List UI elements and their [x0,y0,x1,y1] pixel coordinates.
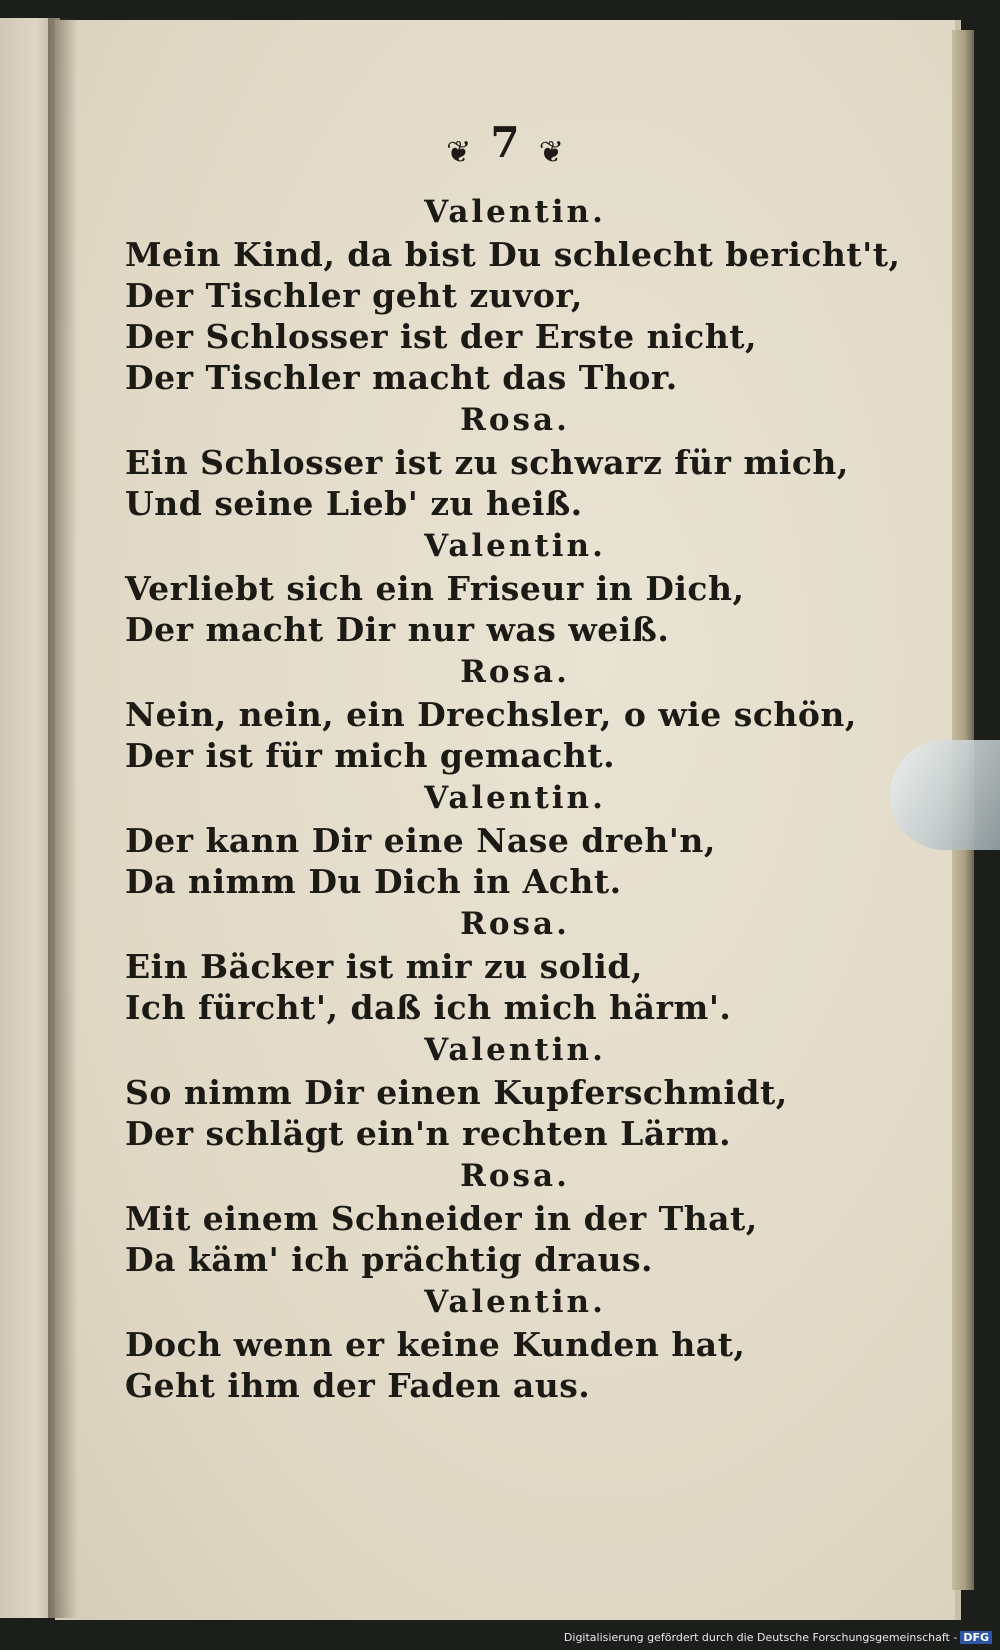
right-ornament: ❦ [538,135,564,170]
verse-line: Nein, nein, ein Drechsler, o wie schön, [125,695,857,734]
verse-line: Der Tischler geht zuvor, [125,276,583,315]
scan-thumb [890,740,1000,850]
verse-line: Der ist für mich gemacht. [125,736,616,775]
verse-line: Mein Kind, da bist Du schlecht bericht't, [125,235,901,274]
page-header [55,118,955,170]
verse-line: Der Schlosser ist der Erste nicht, [125,317,757,356]
footer-text: Digitalisierung gefördert durch die Deutsche Forschungsgemeinschaft - [563,1631,958,1644]
speaker-name: Valentin. [424,1284,606,1320]
speaker-name: Valentin. [424,528,606,564]
page-number: 7 [490,118,520,167]
speaker-name: Valentin. [424,1032,606,1068]
verse-line: Da käm' ich prächtig draus. [125,1240,654,1279]
footer-credit [564,1631,992,1644]
verse-line: Geht ihm der Faden aus. [125,1366,591,1405]
verse-text [125,190,905,1406]
verse-line: Der macht Dir nur was weiß. [125,610,670,649]
verse-line: Verliebt sich ein Friseur in Dich, [125,569,745,608]
book-page [55,20,961,1620]
verse-line: Da nimm Du Dich in Acht. [125,862,622,901]
verse-line: Der Tischler macht das Thor. [125,358,678,397]
spine-shadow [48,18,78,1618]
verse-line: Und seine Lieb' zu heiß. [125,484,583,523]
verse-line: So nimm Dir einen Kupferschmidt, [125,1073,788,1112]
verse-line: Ich fürcht', daß ich mich härm'. [125,988,732,1027]
verse-line: Ein Bäcker ist mir zu solid, [125,947,643,986]
verse-line: Mit einem Schneider in der That, [125,1199,758,1238]
speaker-name: Rosa. [460,1158,570,1194]
left-ornament: ❦ [446,135,472,170]
speaker-name: Rosa. [460,654,570,690]
verse-line: Doch wenn er keine Kunden hat, [125,1325,746,1364]
verse-line: Ein Schlosser ist zu schwarz für mich, [125,443,849,482]
verse-line: Der kann Dir eine Nase dreh'n, [125,821,716,860]
dfg-logo: DFG [960,1631,992,1644]
speaker-name: Rosa. [460,402,570,438]
verse-line: Der schlägt ein'n rechten Lärm. [125,1114,732,1153]
speaker-name: Valentin. [424,780,606,816]
speaker-name: Valentin. [424,194,606,230]
speaker-name: Rosa. [460,906,570,942]
